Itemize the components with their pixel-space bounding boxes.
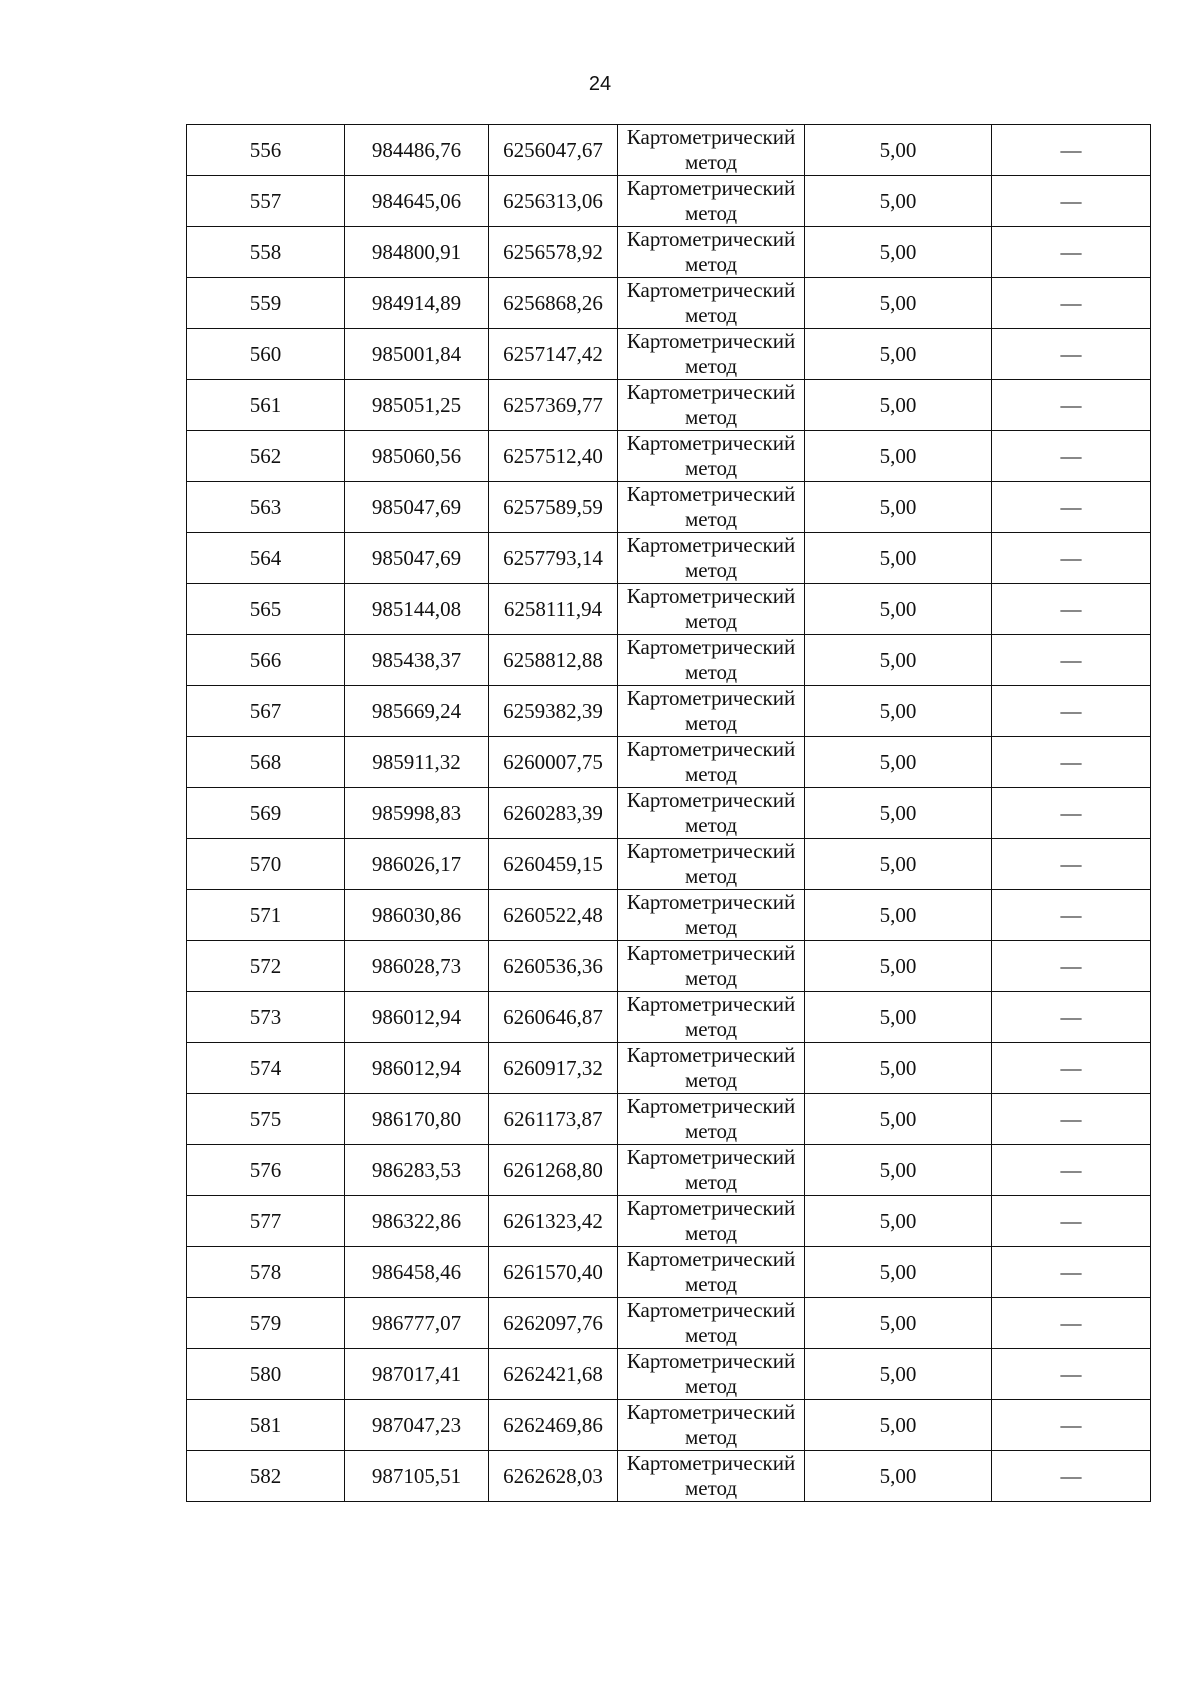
method-line-2: метод (684, 609, 738, 633)
y-coordinate-cell: 6262421,68 (489, 1349, 618, 1400)
point-number-cell: 556 (187, 125, 345, 176)
point-number-cell: 582 (187, 1451, 345, 1502)
accuracy-cell: 5,00 (805, 125, 992, 176)
table-row (187, 839, 1151, 890)
method-line-2: метод (684, 1374, 738, 1398)
x-coordinate-cell: 986322,86 (345, 1196, 489, 1247)
method-line-1: Картометрический (626, 1094, 796, 1118)
method-line-2: метод (684, 1170, 738, 1194)
x-coordinate-cell: 984486,76 (345, 125, 489, 176)
table-row (187, 329, 1151, 380)
accuracy-cell: 5,00 (805, 584, 992, 635)
method-cell (618, 1298, 805, 1349)
accuracy-cell: 5,00 (805, 890, 992, 941)
method-cell (618, 1400, 805, 1451)
note-cell: — (992, 941, 1151, 992)
method-line-2: метод (684, 1221, 738, 1245)
accuracy-cell: 5,00 (805, 1094, 992, 1145)
point-number-cell: 570 (187, 839, 345, 890)
point-number-cell: 578 (187, 1247, 345, 1298)
table-row (187, 482, 1151, 533)
method-line-1: Картометрический (626, 533, 796, 557)
point-number-cell: 571 (187, 890, 345, 941)
table-row (187, 227, 1151, 278)
y-coordinate-cell: 6259382,39 (489, 686, 618, 737)
method-line-2: метод (684, 252, 738, 276)
method-cell (618, 1145, 805, 1196)
point-number-cell: 567 (187, 686, 345, 737)
point-number-cell: 574 (187, 1043, 345, 1094)
y-coordinate-cell: 6258111,94 (489, 584, 618, 635)
method-line-1: Картометрический (626, 1196, 796, 1220)
point-number-cell: 562 (187, 431, 345, 482)
method-line-2: метод (684, 1119, 738, 1143)
method-cell (618, 992, 805, 1043)
method-line-2: метод (684, 1476, 738, 1500)
y-coordinate-cell: 6257369,77 (489, 380, 618, 431)
y-coordinate-cell: 6256047,67 (489, 125, 618, 176)
x-coordinate-cell: 986028,73 (345, 941, 489, 992)
x-coordinate-cell: 986012,94 (345, 1043, 489, 1094)
method-line-1: Картометрический (626, 686, 796, 710)
x-coordinate-cell: 986777,07 (345, 1298, 489, 1349)
point-number-cell: 558 (187, 227, 345, 278)
y-coordinate-cell: 6257512,40 (489, 431, 618, 482)
y-coordinate-cell: 6256313,06 (489, 176, 618, 227)
method-line-2: метод (684, 864, 738, 888)
method-line-2: метод (684, 507, 738, 531)
table-row (187, 125, 1151, 176)
table-row (187, 584, 1151, 635)
table-row (187, 278, 1151, 329)
y-coordinate-cell: 6257793,14 (489, 533, 618, 584)
method-line-2: метод (684, 558, 738, 582)
table-row (187, 176, 1151, 227)
method-line-1: Картометрический (626, 839, 796, 863)
y-coordinate-cell: 6260917,32 (489, 1043, 618, 1094)
y-coordinate-cell: 6260522,48 (489, 890, 618, 941)
y-coordinate-cell: 6261323,42 (489, 1196, 618, 1247)
x-coordinate-cell: 985669,24 (345, 686, 489, 737)
accuracy-cell: 5,00 (805, 227, 992, 278)
method-line-1: Картометрический (626, 1043, 796, 1067)
x-coordinate-cell: 985144,08 (345, 584, 489, 635)
table-row (187, 941, 1151, 992)
y-coordinate-cell: 6261173,87 (489, 1094, 618, 1145)
note-cell: — (992, 533, 1151, 584)
note-cell: — (992, 890, 1151, 941)
point-number-cell: 568 (187, 737, 345, 788)
accuracy-cell: 5,00 (805, 329, 992, 380)
accuracy-cell: 5,00 (805, 176, 992, 227)
accuracy-cell: 5,00 (805, 635, 992, 686)
accuracy-cell: 5,00 (805, 278, 992, 329)
table-row (187, 788, 1151, 839)
point-number-cell: 565 (187, 584, 345, 635)
y-coordinate-cell: 6260646,87 (489, 992, 618, 1043)
method-cell (618, 941, 805, 992)
point-number-cell: 579 (187, 1298, 345, 1349)
x-coordinate-cell: 987017,41 (345, 1349, 489, 1400)
method-line-1: Картометрический (626, 584, 796, 608)
method-cell (618, 737, 805, 788)
x-coordinate-cell: 987105,51 (345, 1451, 489, 1502)
point-number-cell: 561 (187, 380, 345, 431)
note-cell: — (992, 1145, 1151, 1196)
method-cell (618, 584, 805, 635)
table-row (187, 1451, 1151, 1502)
accuracy-cell: 5,00 (805, 788, 992, 839)
table-row (187, 1247, 1151, 1298)
note-cell: — (992, 227, 1151, 278)
point-number-cell: 566 (187, 635, 345, 686)
method-line-2: метод (684, 150, 738, 174)
note-cell: — (992, 278, 1151, 329)
note-cell: — (992, 584, 1151, 635)
y-coordinate-cell: 6256578,92 (489, 227, 618, 278)
accuracy-cell: 5,00 (805, 1400, 992, 1451)
note-cell: — (992, 1196, 1151, 1247)
x-coordinate-cell: 984800,91 (345, 227, 489, 278)
y-coordinate-cell: 6262097,76 (489, 1298, 618, 1349)
y-coordinate-cell: 6262628,03 (489, 1451, 618, 1502)
method-line-2: метод (684, 405, 738, 429)
x-coordinate-cell: 985911,32 (345, 737, 489, 788)
method-cell (618, 839, 805, 890)
x-coordinate-cell: 984914,89 (345, 278, 489, 329)
x-coordinate-cell: 985001,84 (345, 329, 489, 380)
y-coordinate-cell: 6261570,40 (489, 1247, 618, 1298)
x-coordinate-cell: 986170,80 (345, 1094, 489, 1145)
accuracy-cell: 5,00 (805, 1247, 992, 1298)
method-cell (618, 635, 805, 686)
accuracy-cell: 5,00 (805, 737, 992, 788)
method-cell (618, 1043, 805, 1094)
method-line-1: Картометрический (626, 176, 796, 200)
table-row (187, 1196, 1151, 1247)
method-cell (618, 125, 805, 176)
coordinates-table-body (187, 125, 1151, 1502)
coordinates-table (186, 124, 1151, 1502)
accuracy-cell: 5,00 (805, 533, 992, 584)
method-cell (618, 1349, 805, 1400)
table-row (187, 992, 1151, 1043)
method-line-2: метод (684, 966, 738, 990)
table-row (187, 890, 1151, 941)
method-line-1: Картометрический (626, 278, 796, 302)
method-cell (618, 278, 805, 329)
method-cell (618, 1247, 805, 1298)
note-cell: — (992, 839, 1151, 890)
method-line-1: Картометрический (626, 482, 796, 506)
accuracy-cell: 5,00 (805, 1298, 992, 1349)
point-number-cell: 581 (187, 1400, 345, 1451)
table-row (187, 1094, 1151, 1145)
method-line-1: Картометрический (626, 1451, 796, 1475)
note-cell: — (992, 329, 1151, 380)
table-row (187, 1145, 1151, 1196)
page-number: 24 (588, 73, 612, 95)
point-number-cell: 563 (187, 482, 345, 533)
x-coordinate-cell: 984645,06 (345, 176, 489, 227)
note-cell: — (992, 1043, 1151, 1094)
y-coordinate-cell: 6260283,39 (489, 788, 618, 839)
method-line-1: Картометрический (626, 431, 796, 455)
method-line-1: Картометрический (626, 635, 796, 659)
x-coordinate-cell: 987047,23 (345, 1400, 489, 1451)
method-line-2: метод (684, 1323, 738, 1347)
table-row (187, 533, 1151, 584)
y-coordinate-cell: 6256868,26 (489, 278, 618, 329)
note-cell: — (992, 788, 1151, 839)
y-coordinate-cell: 6262469,86 (489, 1400, 618, 1451)
note-cell: — (992, 1247, 1151, 1298)
method-line-1: Картометрический (626, 1298, 796, 1322)
table-row (187, 1349, 1151, 1400)
x-coordinate-cell: 985051,25 (345, 380, 489, 431)
method-line-2: метод (684, 915, 738, 939)
point-number-cell: 576 (187, 1145, 345, 1196)
x-coordinate-cell: 986030,86 (345, 890, 489, 941)
method-line-1: Картометрический (626, 1145, 796, 1169)
method-line-1: Картометрический (626, 992, 796, 1016)
method-line-2: метод (684, 813, 738, 837)
table-row (187, 1298, 1151, 1349)
method-line-1: Картометрический (626, 788, 796, 812)
method-cell (618, 329, 805, 380)
method-cell (618, 686, 805, 737)
accuracy-cell: 5,00 (805, 941, 992, 992)
note-cell: — (992, 992, 1151, 1043)
method-cell (618, 227, 805, 278)
x-coordinate-cell: 985047,69 (345, 533, 489, 584)
point-number-cell: 564 (187, 533, 345, 584)
method-line-2: метод (684, 660, 738, 684)
method-line-1: Картометрический (626, 1349, 796, 1373)
method-cell (618, 788, 805, 839)
method-line-2: метод (684, 354, 738, 378)
method-cell (618, 176, 805, 227)
method-line-1: Картометрический (626, 329, 796, 353)
method-line-1: Картометрический (626, 890, 796, 914)
x-coordinate-cell: 986012,94 (345, 992, 489, 1043)
method-line-2: метод (684, 762, 738, 786)
table-row (187, 380, 1151, 431)
method-line-2: метод (684, 456, 738, 480)
table-row (187, 635, 1151, 686)
method-line-2: метод (684, 1425, 738, 1449)
accuracy-cell: 5,00 (805, 380, 992, 431)
method-cell (618, 533, 805, 584)
y-coordinate-cell: 6257147,42 (489, 329, 618, 380)
point-number-cell: 557 (187, 176, 345, 227)
point-number-cell: 559 (187, 278, 345, 329)
point-number-cell: 572 (187, 941, 345, 992)
accuracy-cell: 5,00 (805, 839, 992, 890)
note-cell: — (992, 1451, 1151, 1502)
method-cell (618, 482, 805, 533)
x-coordinate-cell: 986026,17 (345, 839, 489, 890)
method-line-2: метод (684, 1017, 738, 1041)
point-number-cell: 560 (187, 329, 345, 380)
note-cell: — (992, 1094, 1151, 1145)
y-coordinate-cell: 6260007,75 (489, 737, 618, 788)
note-cell: — (992, 635, 1151, 686)
x-coordinate-cell: 985998,83 (345, 788, 489, 839)
method-line-2: метод (684, 1272, 738, 1296)
note-cell: — (992, 380, 1151, 431)
point-number-cell: 573 (187, 992, 345, 1043)
x-coordinate-cell: 985438,37 (345, 635, 489, 686)
accuracy-cell: 5,00 (805, 1145, 992, 1196)
method-cell (618, 1196, 805, 1247)
x-coordinate-cell: 985047,69 (345, 482, 489, 533)
accuracy-cell: 5,00 (805, 992, 992, 1043)
table-row (187, 737, 1151, 788)
note-cell: — (992, 482, 1151, 533)
y-coordinate-cell: 6257589,59 (489, 482, 618, 533)
accuracy-cell: 5,00 (805, 1451, 992, 1502)
note-cell: — (992, 125, 1151, 176)
note-cell: — (992, 1298, 1151, 1349)
y-coordinate-cell: 6260459,15 (489, 839, 618, 890)
method-cell (618, 1094, 805, 1145)
accuracy-cell: 5,00 (805, 1043, 992, 1094)
accuracy-cell: 5,00 (805, 482, 992, 533)
method-line-1: Картометрический (626, 1400, 796, 1424)
y-coordinate-cell: 6260536,36 (489, 941, 618, 992)
accuracy-cell: 5,00 (805, 431, 992, 482)
method-line-1: Картометрический (626, 380, 796, 404)
note-cell: — (992, 1349, 1151, 1400)
table-row (187, 1043, 1151, 1094)
accuracy-cell: 5,00 (805, 686, 992, 737)
point-number-cell: 577 (187, 1196, 345, 1247)
note-cell: — (992, 737, 1151, 788)
method-line-1: Картометрический (626, 125, 796, 149)
method-cell (618, 1451, 805, 1502)
table-row (187, 1400, 1151, 1451)
y-coordinate-cell: 6258812,88 (489, 635, 618, 686)
point-number-cell: 575 (187, 1094, 345, 1145)
method-line-2: метод (684, 711, 738, 735)
method-line-2: метод (684, 303, 738, 327)
accuracy-cell: 5,00 (805, 1349, 992, 1400)
x-coordinate-cell: 986458,46 (345, 1247, 489, 1298)
method-line-1: Картометрический (626, 227, 796, 251)
accuracy-cell: 5,00 (805, 1196, 992, 1247)
method-cell (618, 890, 805, 941)
x-coordinate-cell: 985060,56 (345, 431, 489, 482)
point-number-cell: 580 (187, 1349, 345, 1400)
method-line-1: Картометрический (626, 1247, 796, 1271)
note-cell: — (992, 686, 1151, 737)
table-row (187, 686, 1151, 737)
method-line-1: Картометрический (626, 737, 796, 761)
method-line-2: метод (684, 201, 738, 225)
method-cell (618, 431, 805, 482)
y-coordinate-cell: 6261268,80 (489, 1145, 618, 1196)
table-row (187, 431, 1151, 482)
method-line-1: Картометрический (626, 941, 796, 965)
note-cell: — (992, 176, 1151, 227)
method-cell (618, 380, 805, 431)
method-line-2: метод (684, 1068, 738, 1092)
point-number-cell: 569 (187, 788, 345, 839)
x-coordinate-cell: 986283,53 (345, 1145, 489, 1196)
note-cell: — (992, 1400, 1151, 1451)
note-cell: — (992, 431, 1151, 482)
